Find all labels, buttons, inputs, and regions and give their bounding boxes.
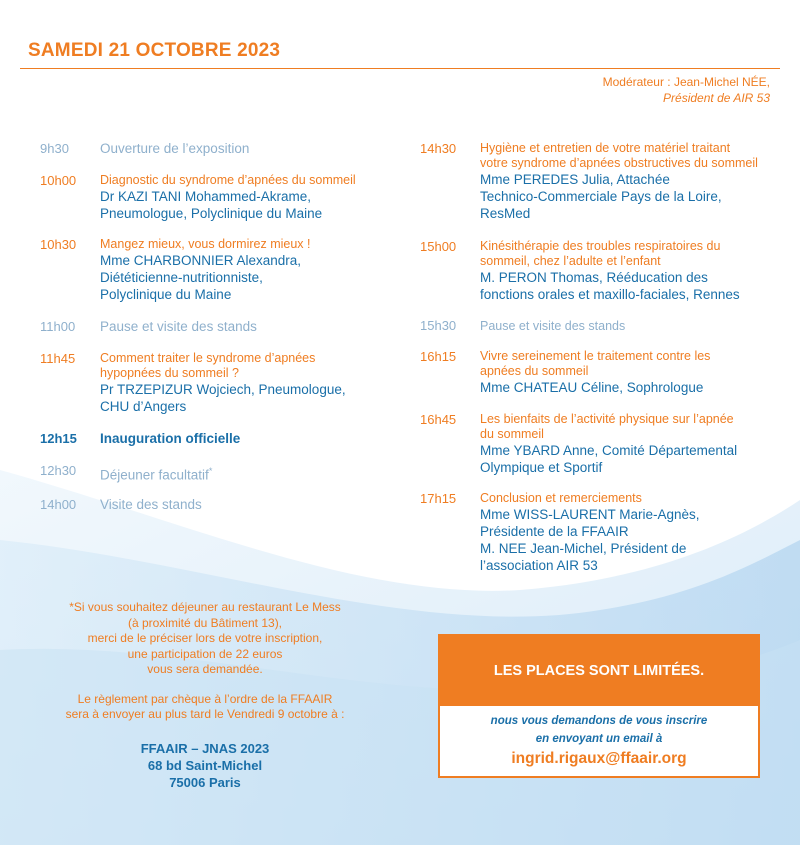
- entry-time: 11h45: [40, 351, 76, 366]
- entry-speaker: Mme YBARD Anne, Comité Départemental: [480, 443, 738, 458]
- entry-topic: Ouverture de l’exposition: [100, 141, 250, 156]
- program-entry: [420, 412, 737, 476]
- entry-time: 17h15: [420, 491, 457, 506]
- entry-time: 12h15: [40, 431, 77, 446]
- entry-topic: Vivre sereinement le traitement contre les: [480, 349, 711, 363]
- entry-time: 9h30: [40, 141, 69, 156]
- entry-topic: votre syndrome d’apnées obstructives du sommeil: [480, 156, 758, 170]
- program-entry: [40, 237, 311, 303]
- entry-speaker: l’association AIR 53: [480, 558, 598, 573]
- footnote-line: vous sera demandée.: [147, 662, 263, 676]
- program-entry: [40, 319, 257, 335]
- entry-topic: Mangez mieux, vous dormirez mieux !: [100, 237, 311, 251]
- entry-time: 15h00: [420, 239, 457, 254]
- entry-topic: Pause et visite des stands: [100, 319, 257, 334]
- moderator-role: Président de AIR 53: [663, 91, 770, 105]
- entry-time: 14h00: [40, 497, 77, 512]
- entry-topic: Hygiène et entretien de votre matériel traitant: [480, 141, 731, 155]
- footnote-line: (à proximité du Bâtiment 13),: [127, 615, 283, 630]
- program-entry: [40, 141, 249, 157]
- entry-time: 10h00: [40, 173, 77, 188]
- entry-topic: Pause et visite des stands: [480, 319, 626, 333]
- moderator-block: [603, 74, 770, 106]
- entry-time: 16h15: [420, 349, 457, 364]
- entry-speaker: Pneumologue, Polyclinique du Maine: [100, 206, 323, 221]
- address-line: FFAAIR – JNAS 2023: [140, 741, 270, 756]
- entry-speaker: Dr KAZI TANI Mohammed-Akrame,: [100, 189, 312, 204]
- entry-topic: Visite des stands: [100, 497, 202, 512]
- entry-speaker: Mme CHATEAU Céline, Sophrologue: [480, 380, 704, 395]
- entry-time: 11h00: [40, 319, 76, 334]
- entry-topic: Diagnostic du syndrome d’apnées du sommeil: [100, 173, 356, 187]
- entry-time: 10h30: [40, 237, 77, 252]
- lunch-footnote: [40, 600, 370, 723]
- entry-topic: apnées du sommeil: [480, 364, 589, 378]
- entry-topic: sommeil, chez l’adulte et l’enfant: [480, 254, 661, 268]
- payment-line: sera à envoyer au plus tard le Vendredi 9 octobre à :: [65, 707, 345, 721]
- entry-speaker: CHU d’Angers: [100, 399, 187, 414]
- entry-speaker: Pr TRZEPIZUR Wojciech, Pneumologue,: [100, 382, 346, 397]
- moderator-name: Modérateur : Jean-Michel NÉE,: [602, 75, 770, 89]
- registration-heading: LES PLACES SONT LIMITÉES.: [440, 636, 758, 706]
- payment-line: Le règlement par chèque à l’ordre de la FFAAIR: [77, 691, 333, 706]
- entry-time: 12h30: [40, 463, 77, 478]
- entry-speaker: M. NEE Jean-Michel, Président de: [480, 541, 687, 556]
- entry-speaker: Technico-Commerciale Pays de la Loire,: [480, 189, 722, 204]
- registration-email-link[interactable]: ingrid.rigaux@ffaair.org: [511, 750, 687, 767]
- entry-topic: [100, 463, 212, 484]
- program-entry: [40, 173, 356, 222]
- registration-text: nous vous demandons de vous inscrire: [490, 715, 708, 727]
- program-entry: [420, 318, 625, 334]
- registration-text: en envoyant un email à: [535, 733, 663, 745]
- entry-speaker: Diététicienne-nutritionniste,: [100, 270, 263, 285]
- entry-speaker: Polyclinique du Maine: [100, 287, 232, 302]
- title-divider: [20, 68, 780, 69]
- page-title: SAMEDI 21 OCTOBRE 2023: [28, 40, 281, 61]
- program-entry: [420, 239, 740, 303]
- entry-topic: Les bienfaits de l’activité physique sur l’apnée: [480, 412, 734, 426]
- registration-box: [438, 634, 760, 778]
- program-entry: [40, 431, 240, 447]
- program-entry: [420, 141, 758, 222]
- entry-topic-text: Déjeuner facultatif: [100, 467, 209, 483]
- entry-time: 14h30: [420, 141, 457, 156]
- entry-topic: Kinésithérapie des troubles respiratoires du: [480, 239, 721, 253]
- entry-speaker: Olympique et Sportif: [480, 460, 603, 475]
- entry-speaker: Mme CHARBONNIER Alexandra,: [100, 253, 302, 268]
- entry-speaker: Présidente de la FFAAIR: [480, 524, 629, 539]
- entry-speaker: Mme PEREDES Julia, Attachée: [480, 172, 670, 187]
- footnote-line: merci de le préciser lors de votre inscription,: [87, 631, 323, 645]
- entry-speaker: fonctions orales et maxillo-faciales, Rennes: [480, 287, 740, 302]
- postal-address: [40, 740, 370, 791]
- entry-speaker: Mme WISS-LAURENT Marie-Agnès,: [480, 507, 700, 522]
- entry-speaker: ResMed: [480, 206, 531, 221]
- program-entry: [420, 491, 700, 574]
- entry-speaker: M. PERON Thomas, Rééducation des: [480, 270, 708, 285]
- address-line: 75006 Paris: [169, 775, 241, 790]
- entry-time: 16h45: [420, 412, 457, 427]
- program-entry: [40, 351, 346, 415]
- footnote-mark: *: [208, 466, 213, 476]
- address-line: 68 bd Saint-Michel: [147, 758, 263, 773]
- entry-topic: Inauguration officielle: [100, 431, 241, 446]
- entry-topic: Conclusion et remerciements: [480, 491, 642, 505]
- footnote-line: *Si vous souhaitez déjeuner au restaurant Le Mess: [69, 600, 341, 614]
- entry-topic: du sommeil: [480, 427, 544, 441]
- entry-topic: Comment traiter le syndrome d’apnées: [100, 351, 316, 365]
- entry-topic: hypopnées du sommeil ?: [100, 366, 239, 380]
- program-entry: [40, 497, 202, 513]
- entry-time: 15h30: [420, 318, 457, 333]
- program-entry: [420, 349, 710, 396]
- program-entry: [40, 463, 212, 484]
- footnote-line: une participation de 22 euros: [127, 646, 283, 661]
